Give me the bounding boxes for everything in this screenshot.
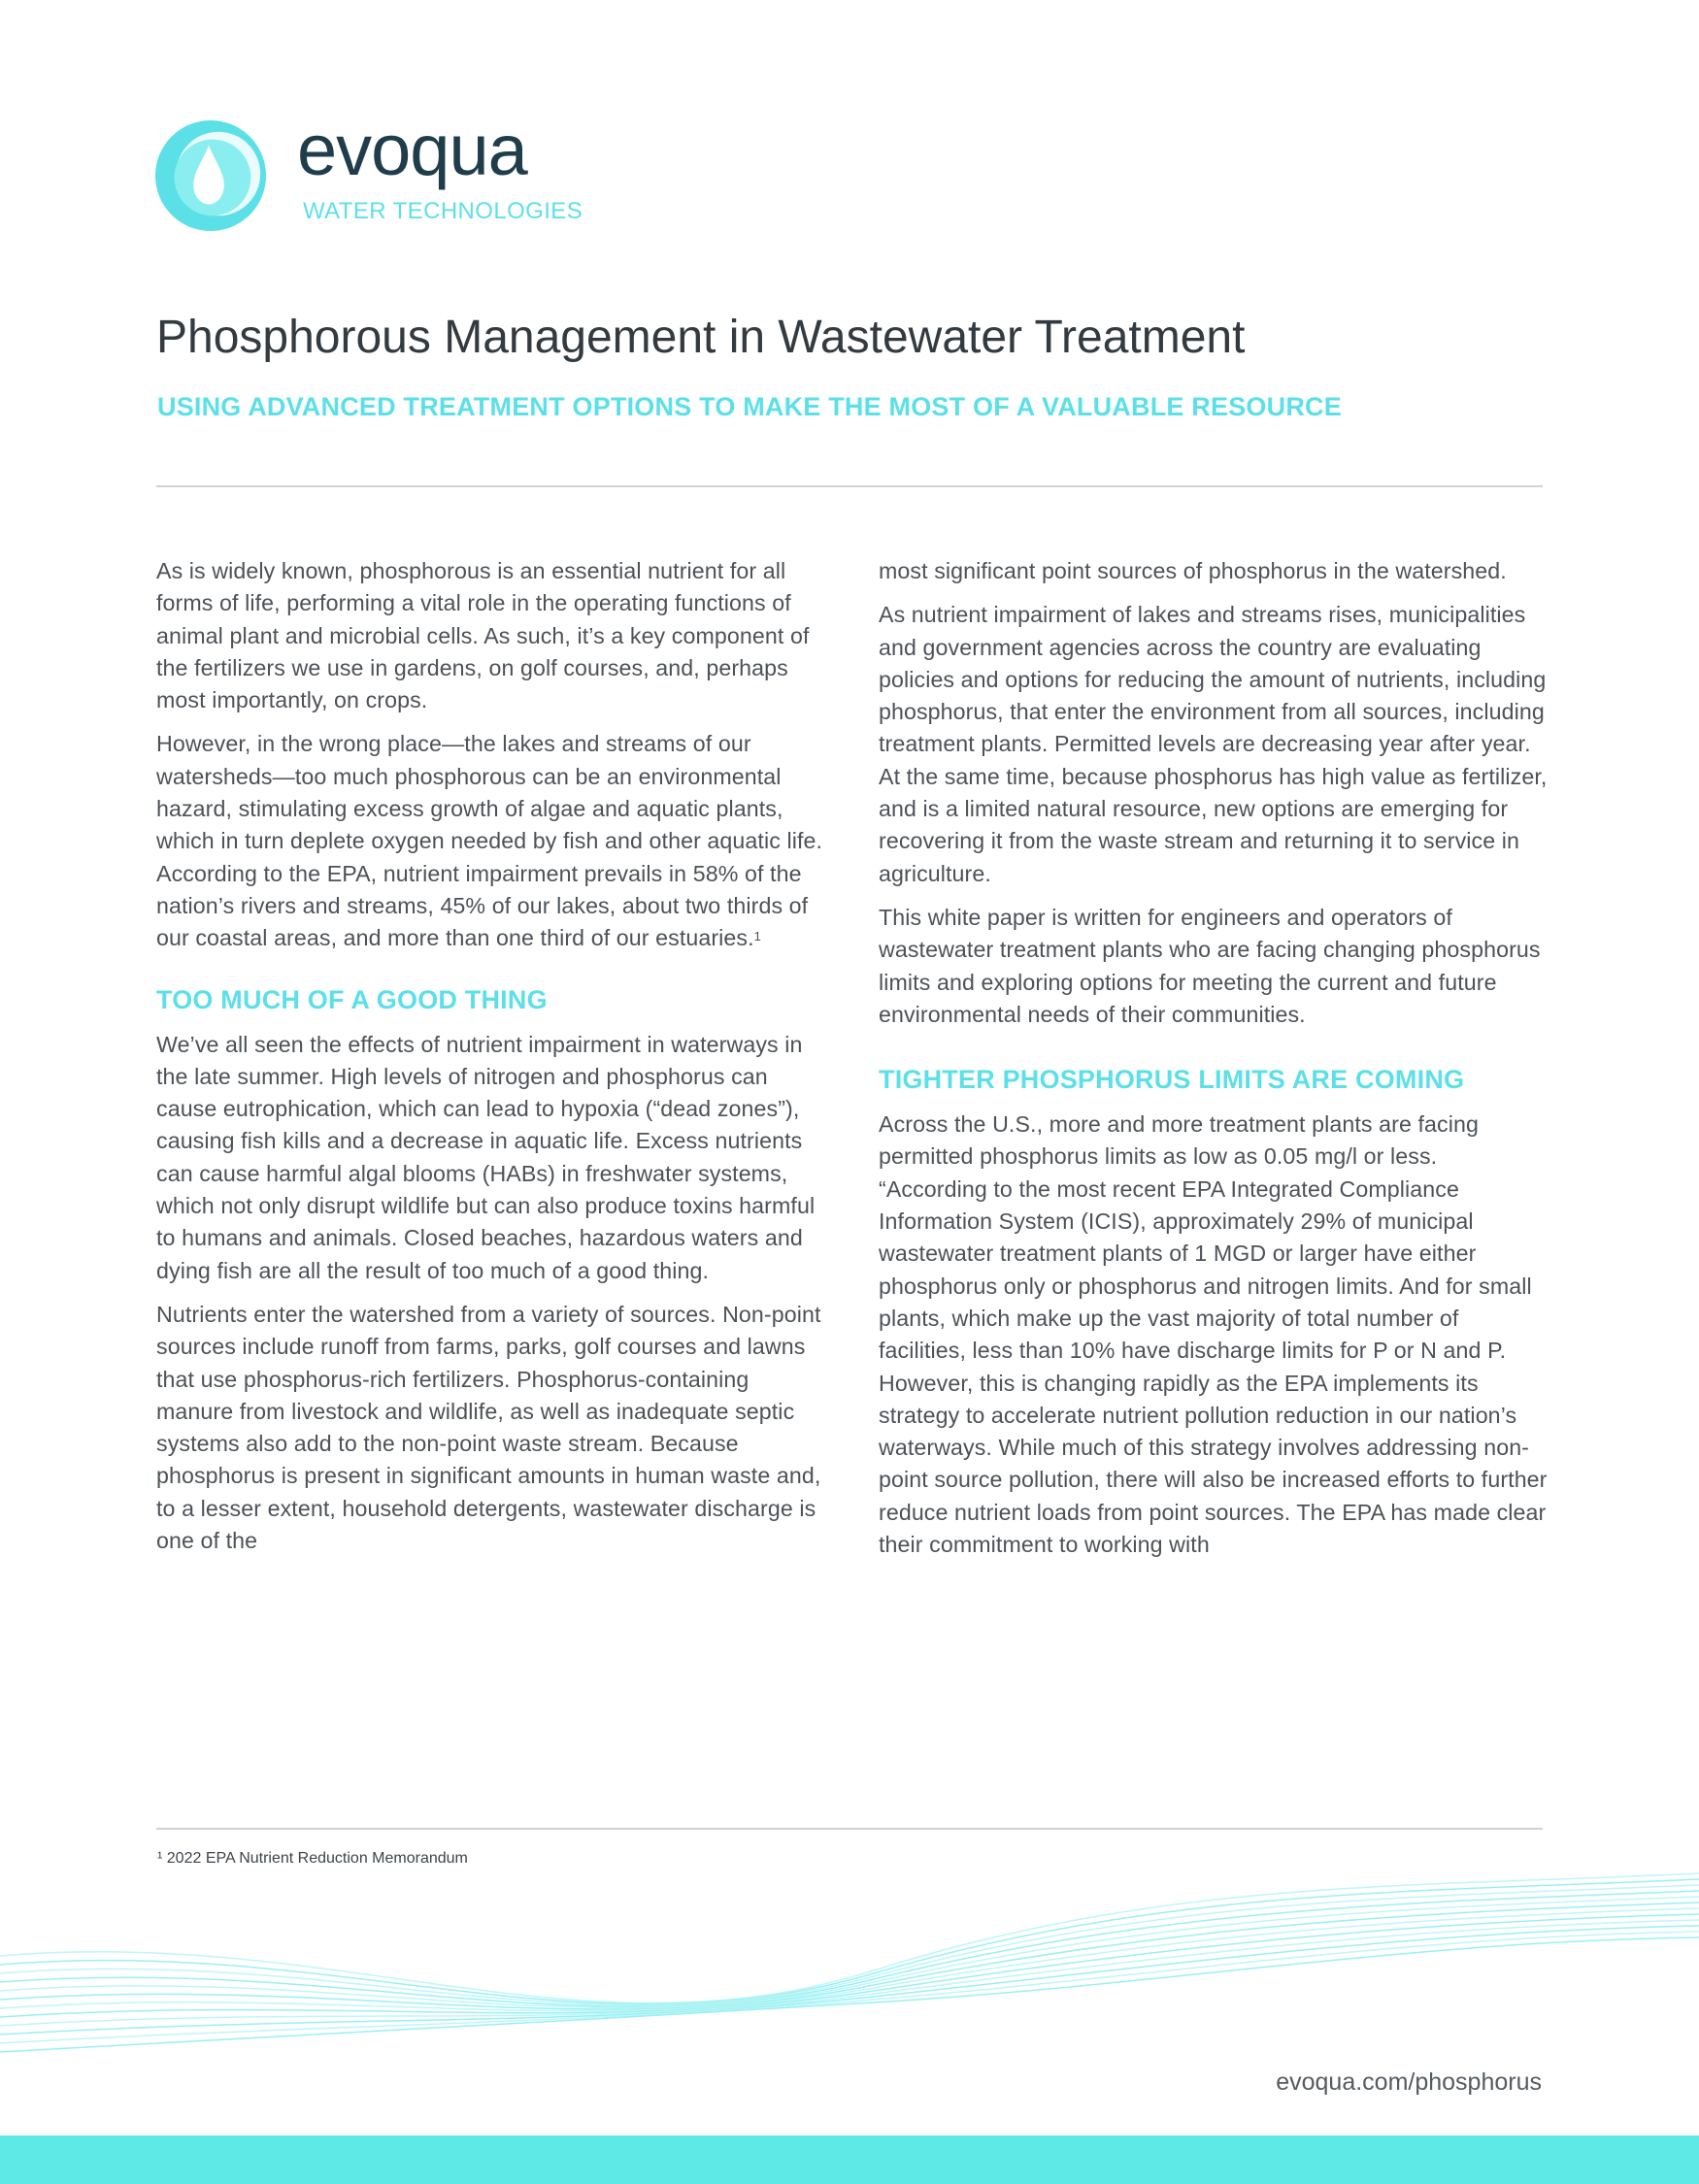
hazard-paragraph xyxy=(156,728,826,954)
sources-paragraph: Nutrients enter the watershed from a variety of sources. Non-point sources include runoff from farms, parks, golf courses and lawns that use phosphorus-rich fertilizers. Phosphorus-containing manure from livestock and wildlife, as well as inadequate septic systems also add to the non-point waste stream. Because phosphorus is present in significant amounts in human waste and, to a lesser extent, household detergents, wastewater discharge is one of the xyxy=(156,1301,821,1554)
brand-name: evoqua xyxy=(297,110,527,190)
eutrophication-paragraph: We’ve all seen the effects of nutrient impairment in waterways in the late summer. High levels of nitrogen and phosphorus can cause eutrophication, which can lead to hypoxia (“dead zones”), causing fish kills and a decrease in aquatic life. Excess nutrients can cause harmful algal blooms (HABs) in freshwater systems, which not only disrupt wildlife but can also produce toxins harmful to humans and animals. Closed beaches, hazardous waters and dying fish are all the result of too much of a good thing. xyxy=(156,1031,816,1283)
bottom-color-band xyxy=(0,2135,1699,2184)
evoqua-logo-mark xyxy=(153,118,268,233)
wave-line xyxy=(0,1903,1699,2009)
left-column xyxy=(156,555,826,1569)
policy-paragraph: As nutrient impairment of lakes and streams rises, municipalities and government agencies across the country are evaluating policies and options for reducing the amount of nutrients, including phosphorus, that enter the environment from all sources, including treatment plants. Permitted levels are decreasing year after year. At the same time, because phosphorus has high value as fertilizer, and is a limited natural resource, new options are emerging for recovering it from the waste stream and returning it to service in agriculture. xyxy=(879,602,1548,886)
footnote-ref: 1 xyxy=(753,929,762,944)
page-subtitle: USING ADVANCED TREATMENT OPTIONS TO MAKE THE MOST OF A VALUABLE RESOURCE xyxy=(157,392,1342,421)
point-sources-paragraph: most significant point sources of phosphorus in the watershed. xyxy=(879,558,1507,583)
page-title: Phosphorous Management in Wastewater Treatment xyxy=(156,312,1246,363)
footer-divider xyxy=(156,1828,1543,1830)
section-heading-limits: TIGHTER PHOSPHORUS LIMITS ARE COMING xyxy=(879,1065,1465,1095)
limits-paragraph: Across the U.S., more and more treatment plants are facing permitted phosphorus limits as low as 0.05 mg/l or less. “According to the most recent EPA Integrated Compliance Information System (ICIS), approximately 29% of municipal wastewater treatment plants of 1 MGD or larger have either phosphorus only or phosphorus and nitrogen limits. And for small plants, which make up the vast majority of total number of facilities, less than 10% have discharge limits for P or N and P. However, this is changing rapidly as the EPA implements its strategy to accelerate nutrient pollution reduction in our nation’s waterways. While much of this strategy involves addressing non-point source pollution, there will also be increased efforts to further reduce nutrient loads from point sources. The EPA has made clear their commitment to working with xyxy=(879,1111,1548,1558)
footnote: ¹ 2022 EPA Nutrient Reduction Memorandum xyxy=(157,1850,468,1867)
website-link[interactable]: evoqua.com/phosphorus xyxy=(1276,2068,1542,2096)
header-divider xyxy=(156,485,1543,487)
right-column xyxy=(879,555,1549,1572)
brand-tagline: WATER TECHNOLOGIES xyxy=(303,198,583,224)
audience-paragraph: This white paper is written for engineers and operators of wastewater treatment plants who are facing changing phosphorus limits and exploring options for meeting the current and future environmental needs of their communities. xyxy=(879,904,1541,1027)
intro-paragraph: As is widely known, phosphorous is an essential nutrient for all forms of life, performing a vital role in the operating functions of animal plant and microbial cells. As such, it’s a key component of the fertilizers we use in gardens, on golf courses, and, perhaps most importantly, on crops. xyxy=(156,558,810,713)
section-heading-good-thing: TOO MUCH OF A GOOD THING xyxy=(156,984,548,1014)
hazard-paragraph-text: However, in the wrong place—the lakes and streams of our watersheds—too much phosphorous can be an environmental hazard, stimulating excess growth of algae and aquatic plants, which in turn deplete oxygen needed by fish and other aquatic life. According to the EPA, nutrient impairment prevails in 58% of the nation’s rivers and streams, 45% of our lakes, about two thirds of our coastal areas, and more than one third of our estuaries. xyxy=(156,731,823,951)
